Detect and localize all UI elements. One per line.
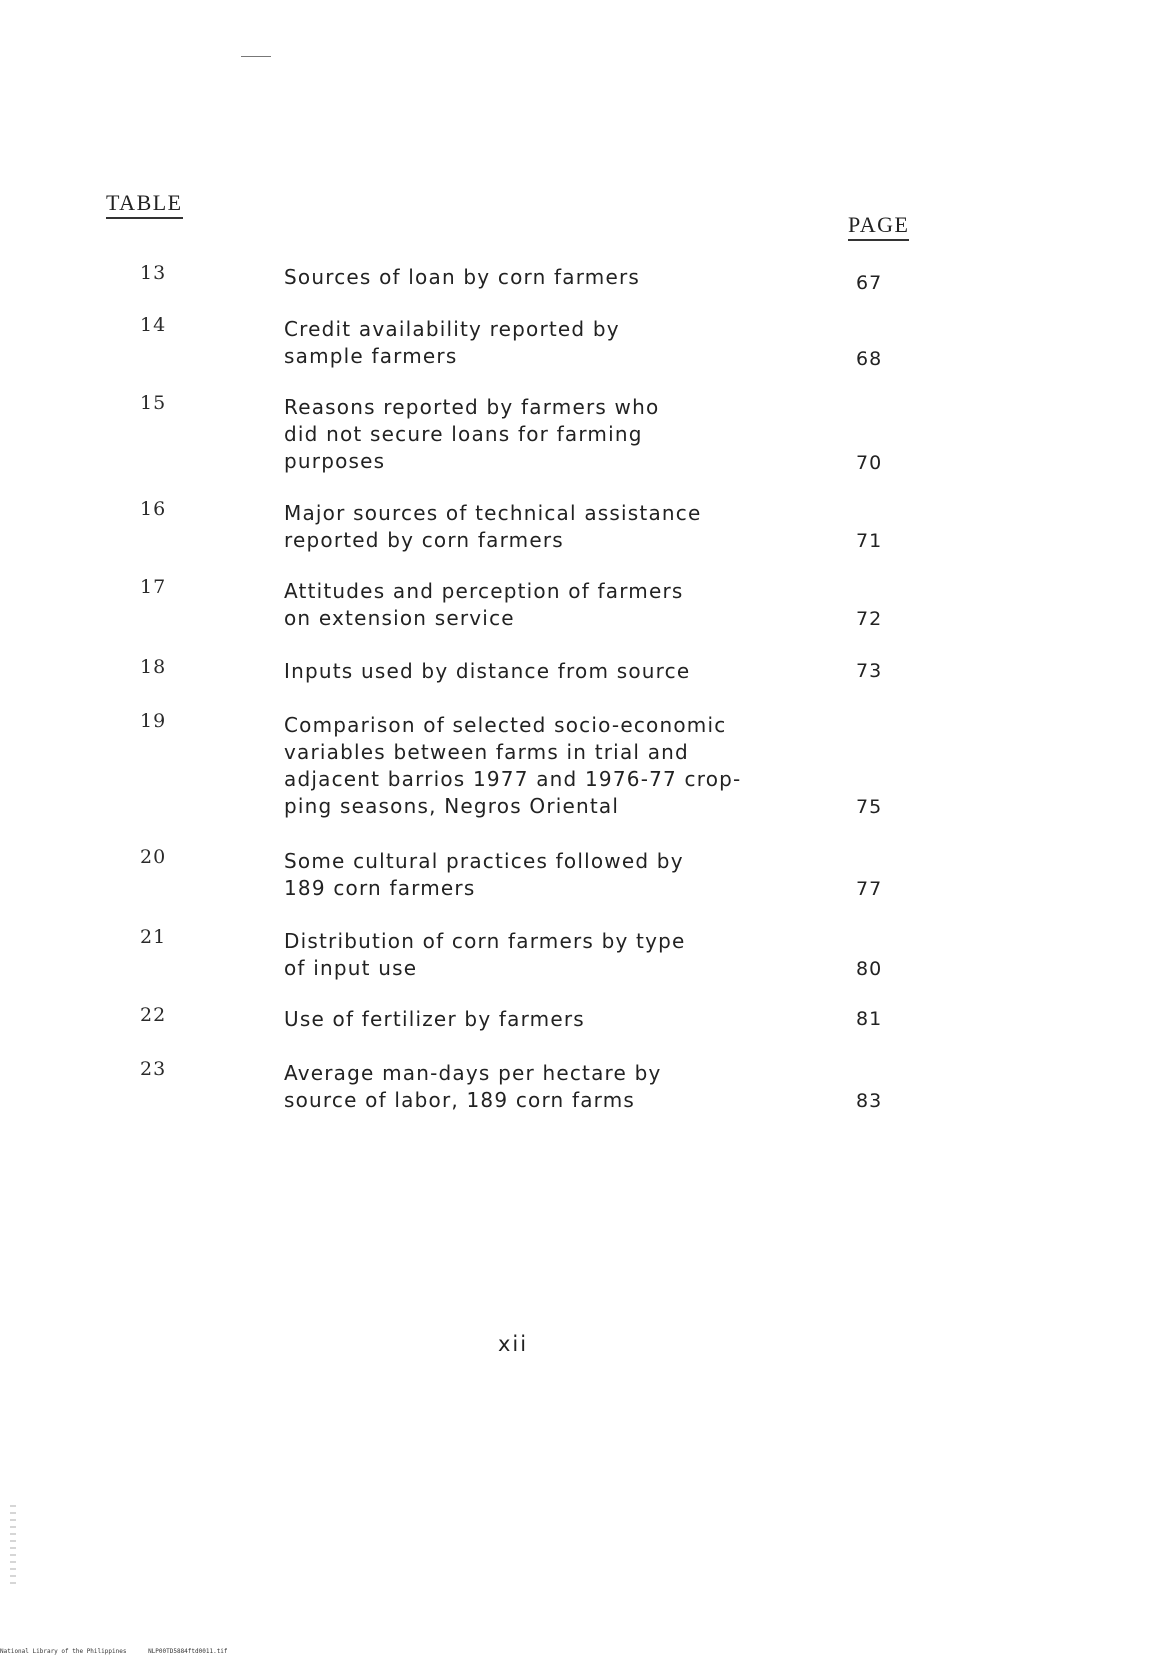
table-title: Some cultural practices followed by 189 corn farmers	[284, 849, 684, 900]
table-number: 14	[140, 314, 167, 336]
footer-library: National Library of the Philippines	[0, 1648, 127, 1655]
scan-margin-mark	[10, 1505, 16, 1585]
page-number: 68	[856, 348, 883, 370]
table-number: 19	[140, 710, 167, 732]
table-number: 18	[140, 656, 167, 678]
table-title: Major sources of technical assistance reported by corn farmers	[284, 501, 702, 552]
page-number: 71	[856, 530, 883, 552]
table-title: Attitudes and perception of farmers on extension service	[284, 579, 684, 630]
page-number: 81	[856, 1008, 883, 1030]
page-number: 83	[856, 1090, 883, 1112]
scan-mark	[241, 56, 271, 57]
folio-page-number: xii	[498, 1332, 529, 1356]
footer-filename: NLP00TD5884ftd0011.tif	[148, 1648, 228, 1655]
table-number: 20	[140, 846, 167, 868]
page-number: 75	[856, 796, 883, 818]
table-title: Comparison of selected socio-economic variables between farms in trial and adjacent barrios 1977 and 1976-77 crop- ping seasons, Negros Oriental	[284, 713, 742, 818]
table-title: Credit availability reported by sample farmers	[284, 317, 620, 368]
table-number: 21	[140, 926, 167, 948]
page-column-header: PAGE	[848, 212, 909, 241]
page-number: 67	[856, 272, 883, 294]
table-number: 23	[140, 1058, 167, 1080]
table-number: 17	[140, 576, 167, 598]
table-title: Use of fertilizer by farmers	[284, 1007, 585, 1031]
table-title: Average man-days per hectare by source of labor, 189 corn farms	[284, 1061, 662, 1112]
table-column-header: TABLE	[106, 190, 183, 219]
table-number: 13	[140, 262, 167, 284]
page-number: 77	[856, 878, 883, 900]
page-number: 70	[856, 452, 883, 474]
page-number: 72	[856, 608, 883, 630]
table-title: Inputs used by distance from source	[284, 659, 691, 683]
table-title: Distribution of corn farmers by type of input use	[284, 929, 686, 980]
table-number: 22	[140, 1004, 167, 1026]
table-title: Reasons reported by farmers who did not secure loans for farming purposes	[284, 395, 660, 473]
table-title: Sources of loan by corn farmers	[284, 265, 641, 289]
scan-footer	[0, 1648, 246, 1655]
page-number: 73	[856, 660, 883, 682]
table-number: 15	[140, 392, 167, 414]
table-number: 16	[140, 498, 167, 520]
page-number: 80	[856, 958, 883, 980]
